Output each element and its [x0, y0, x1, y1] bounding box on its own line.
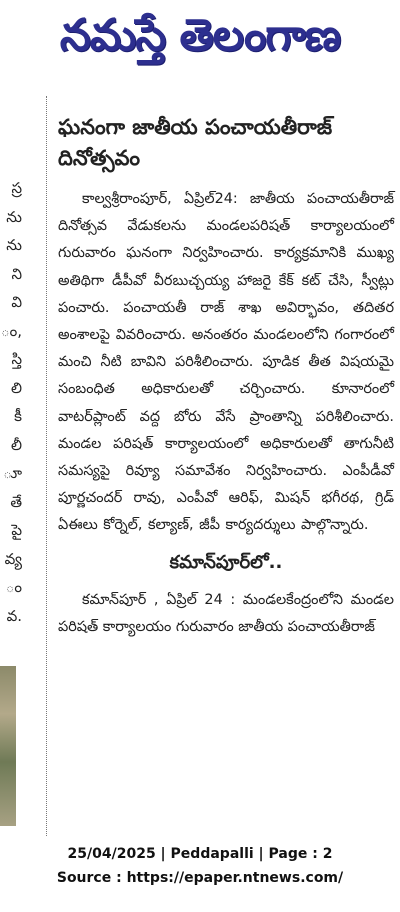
- left-fragment: పై: [11, 521, 22, 539]
- masthead: [0, 0, 400, 82]
- left-fragment: ను: [6, 236, 22, 254]
- left-fragment: ం,: [0, 321, 22, 340]
- article-body: కాల్వశ్రీరాంపూర్, ఏప్రిల్24: జాతీయ పంచాయతీరాజ్ దినోత్సవ వేడుకలను మండలపరిషత్ కార్యాలయంలో గురువారం ఘనంగా నిర్వహించారు. కార్యక్రమానికి ముఖ్య అతిథిగా డీపీవో వీరబుచ్చయ్య హాజరై కేక్ కట్ చేసి, స్వీట్లు పంచారు. పంచాయతీ రాజ్ శాఖ అవిర్భావం, తదితర అంశాలపై వివరించారు. అనంతరం మండలంలోని గంగారంలో మంచి నీటి బావిని పరిశీలించారు. పూడిక తీత విషయమై సంబంధిత అధికారులతో చర్చించారు. కూనారంలో వాటర్‌ప్లాంట్ వద్ద బోరు వేసే ప్రాంతాన్ని పరిశీలించారు. మండల పరిషత్ కార్యాలయంలో అధికారులతో తాగునీటి సమస్యపై రివ్యూ సమావేశం నిర్వహించారు. ఎంపీడీవో పూర్ణచందర్ రావు, ఎంపీవో ఆరిఫ్, మిషన్ భగీరథ, గ్రిడ్ ఏఈలు కోర్నెల్, కల్యాణ్, జీపీ కార్యదర్శులు పాల్గొన్నారు.: [58, 191, 394, 534]
- left-fragment: వ్య: [4, 549, 22, 568]
- left-fragment: ను: [6, 207, 22, 226]
- article-body-continued: కమాన్‌పూర్ , ఏప్రిల్ 24 : మండలకేంద్రంలోని మండల పరిషత్ కార్యాలయం గురువారం జాతీయ పంచాయతీరాజ్: [58, 591, 394, 635]
- left-fragment: లి: [11, 378, 22, 397]
- left-fragment: ని: [11, 264, 22, 283]
- article-headline: ఘనంగా జాతీయ పంచాయతీరాజ్ దినోత్సవం: [58, 115, 333, 170]
- left-fragment: లీ: [11, 435, 22, 454]
- page-footer: [0, 842, 400, 890]
- newspaper-title: నమస్తే తెలంగాణ: [59, 10, 341, 61]
- edition-info: 25/04/2025 | Peddapalli | Page : 2: [67, 846, 333, 862]
- source-link[interactable]: Source : https://epaper.ntnews.com/: [56, 870, 344, 886]
- left-fragment: కీ: [14, 407, 22, 425]
- photo-fragment: [0, 666, 16, 826]
- left-column-fragment: [0, 96, 24, 830]
- news-article: [58, 112, 394, 669]
- left-fragment: ూ: [3, 464, 22, 482]
- left-fragment: స్ర: [11, 179, 22, 197]
- left-fragment: వ.: [6, 606, 22, 625]
- column-divider: [46, 96, 47, 836]
- left-fragment: స్తి: [11, 350, 22, 368]
- article-subhead: కమాన్‌పూర్‌లో..: [169, 551, 283, 573]
- left-fragment: వి: [11, 293, 22, 311]
- left-fragment: తే: [10, 492, 22, 511]
- left-fragment: ం: [5, 578, 22, 596]
